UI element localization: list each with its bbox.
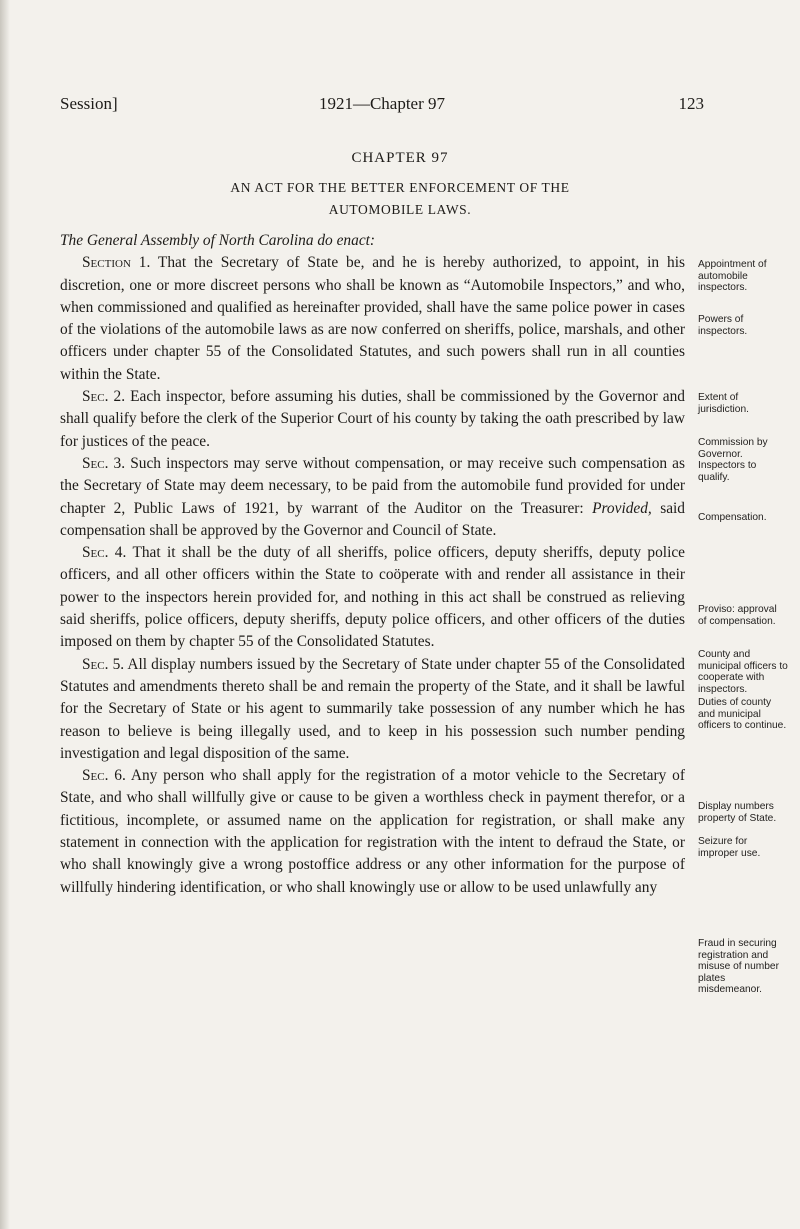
section-text: Each inspector, before assuming his duties, shall be commissioned by the Governor and shall qualify before the clerk of the Superior Court of his county by taking the oath prescribed by law for justices of the peace. xyxy=(60,388,685,450)
section-5 xyxy=(60,654,685,765)
section-text: Such inspectors may serve without compensation, or may receive such compensation as the Secretary of State may deem necessary, to be paid from the automobile fund provided for under chapter 2, Public Laws of 1921, by warrant of the Auditor on the Treasurer: xyxy=(60,454,685,517)
margin-note: Inspectors to qualify. xyxy=(698,460,757,483)
section-6 xyxy=(60,765,685,899)
section-label: Sec. 3. xyxy=(82,454,126,472)
section-label: Sec. 2. xyxy=(82,388,126,406)
margin-note: Extent of jurisdiction. xyxy=(698,392,749,415)
proviso-word: Provided, xyxy=(592,499,652,517)
margin-note: Fraud in securing registration and misuse of number plates misdemeanor. xyxy=(698,938,779,995)
section-1 xyxy=(60,252,685,386)
margin-note: Appointment of automobile inspectors. xyxy=(698,259,767,293)
page-spine-shadow xyxy=(0,0,10,1229)
act-title: AN ACT FOR THE BETTER ENFORCEMENT OF THE AUTOMOBILE LAWS. xyxy=(230,180,570,217)
header-chapter: 1921—Chapter 97 xyxy=(318,94,446,113)
section-text: That the Secretary of State be, and he is hereby authorized, to appoint, in his discretion, one or more discreet persons who shall be known as “Automobile Inspectors,” and who, when commissioned and qualified as hereinafter provided, shall have the same police power in cases of the violations of the automobile laws as are now conferred on sheriffs, police, marshals, and other officers under chapter 55 of the Consolidated Statutes, and such powers shall run in all counties within the State. xyxy=(60,254,685,383)
section-label: Sec. 4. xyxy=(82,544,127,562)
chapter-title: CHAPTER 97 xyxy=(351,150,449,166)
margin-note: County and municipal officers to cooperate with inspectors. xyxy=(698,649,788,695)
statute-body xyxy=(60,230,685,899)
section-label: Sec. 6. xyxy=(82,767,126,785)
margin-note: Powers of inspectors. xyxy=(698,314,748,337)
section-label: Section 1. xyxy=(82,254,151,272)
header-session: Session] xyxy=(60,94,118,113)
margin-note: Proviso: approval of compensation. xyxy=(698,604,777,627)
section-4 xyxy=(60,542,685,653)
section-2 xyxy=(60,386,685,453)
section-text: That it shall be the duty of all sheriffs, police officers, deputy sheriffs, deputy police officers, and all other officers within the State to coöperate with and render all assistance in their power to the inspectors herein provided for, and nothing in this act shall be construed as relieving said sheriffs, police officers, deputy sheriffs, deputy police officers, and other officers of the duties imposed on them by chapter 55 of the Consolidated Statutes. xyxy=(60,544,686,651)
section-text-after: said compensation shall be approved by the Governor and Council of State. xyxy=(60,499,685,539)
page-number: 123 xyxy=(678,94,704,113)
section-text: Any person who shall apply for the registration of a motor vehicle to the Secretary of State, and who shall willfully give or cause to be given a worthless check in payment therefor, or a fictitious, incomplete, or assumed name on the application for registration, or shall make any statement in connection with the application for registration with the intent to defraud the State, or who shall knowingly give a wrong postoffice address or any other information for the purpose of willfully hindering identification, or who shall knowingly use or allow to be used unlawfully any xyxy=(60,767,685,896)
margin-note: Duties of county and municipal officers to continue. xyxy=(698,697,787,731)
section-3 xyxy=(60,453,685,542)
margin-note: Seizure for improper use. xyxy=(698,836,761,859)
enacting-clause: The General Assembly of North Carolina do enact: xyxy=(60,232,376,249)
section-text: All display numbers issued by the Secretary of State under chapter 55 of the Consolidated Statutes and amendments thereto shall be and remain the property of the State, and it shall be lawful for the Secretary of State or his agent to summarily take possession of any number which he has reason to believe is being illegally used, and to keep in his possession such number pending investigation and legal disposition of the same. xyxy=(60,655,685,762)
margin-note: Commission by Governor. xyxy=(698,437,768,460)
section-label: Sec. 5. xyxy=(82,655,125,673)
margin-note: Compensation. xyxy=(698,512,767,523)
running-header xyxy=(60,94,704,116)
margin-note: Display numbers property of State. xyxy=(698,801,777,824)
